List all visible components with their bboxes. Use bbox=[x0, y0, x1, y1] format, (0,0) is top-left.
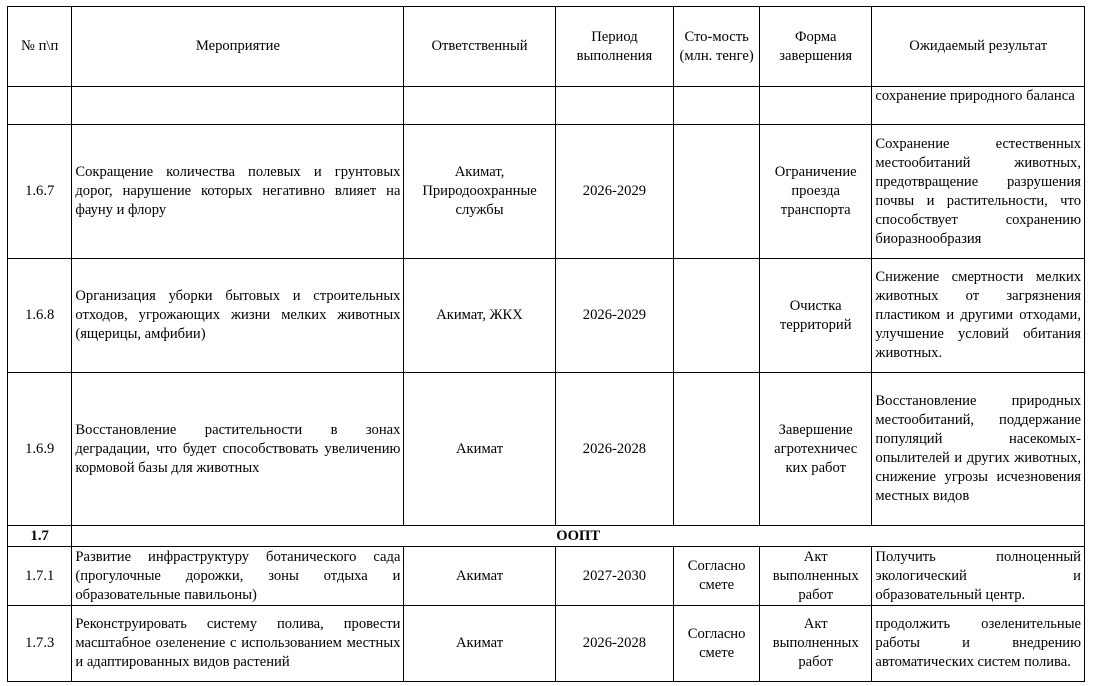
row-activity: Реконструировать систему полива, провести масштабное озеленение с использованием местных и адаптированных видов растений bbox=[72, 606, 404, 682]
row-cost: Согласно смете bbox=[674, 547, 760, 606]
row-activity: Организация уборки бытовых и строительных отходов, угрожающих жизни мелких животных (ящерицы, амфибии) bbox=[72, 259, 404, 373]
row-period: 2026-2029 bbox=[555, 259, 674, 373]
row-result: Сохранение естественных местообитаний животных, предотвращение разрушения почвы и растительности, что способствует сохранению биоразнообразия bbox=[872, 125, 1085, 259]
header-row bbox=[8, 7, 1085, 87]
row-activity: Восстановление растительности в зонах деградации, что будет способствовать увеличению кормовой базы для животных bbox=[72, 373, 404, 526]
continuation-result: сохранение природного баланса bbox=[872, 87, 1085, 125]
row-form: Акт выполненных работ bbox=[760, 606, 872, 682]
row-result: Восстановление природных местообитаний, поддержание популяций насекомых-опылителей и других животных, снижение угрозы исчезновения местных видов bbox=[872, 373, 1085, 526]
measures-table bbox=[7, 6, 1085, 682]
row-responsible: Акимат, ЖКХ bbox=[404, 259, 555, 373]
row-cost bbox=[674, 125, 760, 259]
row-num: 1.6.9 bbox=[8, 373, 72, 526]
header-cost: Сто-мость (млн. тенге) bbox=[674, 7, 760, 87]
table-row bbox=[8, 125, 1085, 259]
row-result: Получить полноценный экологический и образовательный центр. bbox=[872, 547, 1085, 606]
row-activity: Сокращение количества полевых и грунтовых дорог, нарушение которых негативно влияет на фауну и флору bbox=[72, 125, 404, 259]
row-num: 1.6.7 bbox=[8, 125, 72, 259]
table-row bbox=[8, 606, 1085, 682]
header-num: № п\п bbox=[8, 7, 72, 87]
row-cost: Согласно смете bbox=[674, 606, 760, 682]
continuation-row bbox=[8, 87, 1085, 125]
row-result: Снижение смертности мелких животных от загрязнения пластиком и другими отходами, улучшение условий обитания животных. bbox=[872, 259, 1085, 373]
row-activity: Развитие инфраструктуру ботанического сада (прогулочные дорожки, зоны отдыха и образовательные павильоны) bbox=[72, 547, 404, 606]
row-responsible: Акимат bbox=[404, 547, 555, 606]
row-period: 2026-2028 bbox=[555, 373, 674, 526]
header-form: Форма завершения bbox=[760, 7, 872, 87]
row-responsible: Акимат bbox=[404, 373, 555, 526]
row-responsible: Акимат bbox=[404, 606, 555, 682]
row-form: Акт выполненных работ bbox=[760, 547, 872, 606]
section-row bbox=[8, 526, 1085, 547]
row-responsible: Акимат, Природоохранные службы bbox=[404, 125, 555, 259]
header-result: Ожидаемый результат bbox=[872, 7, 1085, 87]
table-row bbox=[8, 547, 1085, 606]
row-period: 2026-2028 bbox=[555, 606, 674, 682]
row-form: Очистка территорий bbox=[760, 259, 872, 373]
section-title: ООПТ bbox=[72, 526, 1085, 547]
header-activity: Мероприятие bbox=[72, 7, 404, 87]
header-responsible: Ответственный bbox=[404, 7, 555, 87]
section-num: 1.7 bbox=[8, 526, 72, 547]
header-period: Период выполнения bbox=[555, 7, 674, 87]
row-form: Ограничение проезда транспорта bbox=[760, 125, 872, 259]
table-row bbox=[8, 259, 1085, 373]
row-period: 2027-2030 bbox=[555, 547, 674, 606]
row-period: 2026-2029 bbox=[555, 125, 674, 259]
row-num: 1.7.1 bbox=[8, 547, 72, 606]
row-cost bbox=[674, 259, 760, 373]
row-num: 1.7.3 bbox=[8, 606, 72, 682]
row-form: Завершение агротехничес ких работ bbox=[760, 373, 872, 526]
row-cost bbox=[674, 373, 760, 526]
row-num: 1.6.8 bbox=[8, 259, 72, 373]
table-row bbox=[8, 373, 1085, 526]
row-result: продолжить озеленительные работы и внедрению автоматических систем полива. bbox=[872, 606, 1085, 682]
